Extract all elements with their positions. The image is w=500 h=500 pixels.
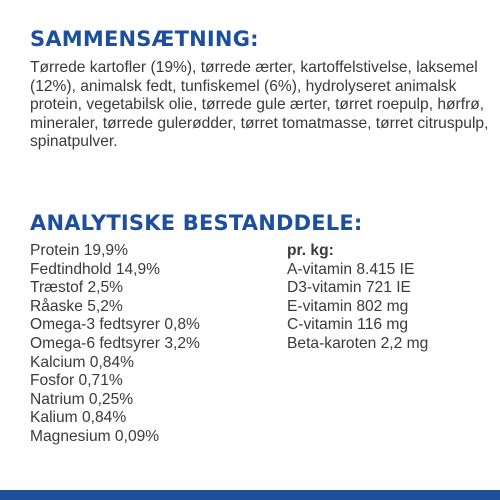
- list-item: Træstof 2,5%: [30, 279, 124, 297]
- composition-heading: SAMMENSÆTNING:: [30, 27, 259, 51]
- analytical-heading: ANALYTISKE BESTANDDELE:: [30, 211, 363, 235]
- list-item: E-vitamin 802 mg: [287, 297, 409, 315]
- list-item: Omega-3 fedtsyrer 0,8%: [30, 316, 200, 334]
- list-item: Omega-6 fedtsyrer 3,2%: [30, 334, 200, 352]
- vitamins-per-kg-list: [287, 242, 428, 354]
- list-item: Fedtindhold 14,9%: [30, 260, 161, 278]
- bottom-accent-bar: [0, 490, 500, 500]
- list-item: Protein 19,9%: [30, 242, 128, 259]
- analytical-constituents-list: [30, 242, 200, 447]
- list-item: A-vitamin 8.415 IE: [287, 260, 415, 278]
- list-item: D3-vitamin 721 IE: [287, 279, 411, 297]
- per-kg-subheading: pr. kg:: [287, 242, 334, 259]
- list-item: Råaske 5,2%: [30, 297, 123, 315]
- list-item: C-vitamin 116 mg: [287, 316, 409, 334]
- list-item: Magnesium 0,09%: [30, 427, 160, 445]
- composition-text: Tørrede kartofler (19%), tørrede ærter, kartoffelstivelse, laksemel (12%), animalsk fedt, tunfiskemel (6%), hydrolyseret animalsk protein, vegetabilsk olie, tørrede gule ærter, tørret roepulp, hørfrø, mineraler, tørrede gulerødder, tørret tomatmasse, tørret citruspulp, spinatpulver.: [30, 59, 489, 151]
- list-item: Kalium 0,84%: [30, 409, 127, 427]
- list-item: Natrium 0,25%: [30, 390, 134, 408]
- list-item: Beta-karoten 2,2 mg: [287, 334, 429, 352]
- list-item: Kalcium 0,84%: [30, 353, 135, 371]
- list-item: Fosfor 0,71%: [30, 372, 123, 390]
